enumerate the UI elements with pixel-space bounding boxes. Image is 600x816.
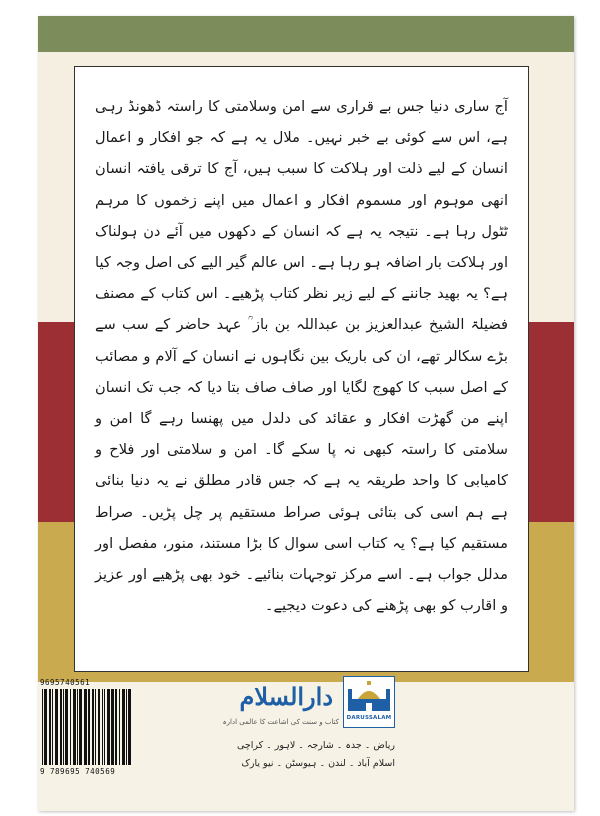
barcode-bar xyxy=(88,689,90,765)
publisher-cities-line-2: اسلام آباد ۔ لندن ۔ ہیوسٹن ۔ نیو یارک xyxy=(241,758,395,769)
blurb-paragraph: آج ساری دنیا جس بے قراری سے امن وسلامتی کا راستہ ڈھونڈ رہی ہے، اس سے کوئی بے خبر نہیں۔ ملال یہ ہے کہ جو افکار و اعمال انسان کے لیے ذلت اور ہلاکت کا سبب ہیں، آج کا ترقی یافتہ انسان انھی موہوم اور مسموم افکار و اعمال میں اپنے زخموں کا مرہم ٹٹول رہا ہے۔ نتیجہ یہ ہے کہ انسان کے دکھوں میں آئے دن ہولناک اور ہلاکت بار اضافہ ہو رہا ہے۔ اس عالم گیر الیے کی اصل وجہ کیا ہے؟ یہ بھید جاننے کے لیے زیر نظر کتاب پڑھیے۔ اس کتاب کے مصنف فضیلۃ الشیخ عبدالعزیز بن عبداللہ بن باز ؒ عہد حاضر کے سب سے بڑے سکالر تھے، ان کی باریک بین نگاہوں نے انسان کے آلام و مصائب کے اصل سبب کا کھوج لگایا اور صاف صاف بتا دیا کہ جب تک انسان اپنے من گھڑت افکار و عقائد کی دلدل میں پھنسا رہے گا امن و سلامتی کا راستہ کبھی نہ پا سکے گا۔ امن و سلامتی اور فلاح و کامیابی کا واحد طریقہ یہ ہے کہ جس قادر مطلق نے یہ دنیا بنائی ہے ہم اسی کی بتائی ہوئی صراط مستقیم پر چل پڑیں۔ صراط مستقیم کیا ہے؟ یہ کتاب اسی سوال کا بڑا مستند، منور، مفصل اور مدلل جواب ہے۔ اسے مرکز توجہات بنائیے۔ خود بھی پڑھیے اور عزیز و اقارب کو بھی پڑھنے کی دعوت دیجیے۔ xyxy=(95,98,508,615)
barcode-bar xyxy=(79,689,82,765)
mosque-logo-icon xyxy=(344,677,394,715)
top-green-band xyxy=(38,16,574,52)
isbn-bottom-text: 9 789695 740569 xyxy=(40,767,116,776)
barcode-bar xyxy=(49,689,51,765)
barcode-bar xyxy=(92,689,94,765)
publisher-name: دارالسلام xyxy=(239,682,333,711)
barcode-bar xyxy=(52,689,53,765)
barcode-bar xyxy=(128,689,131,765)
barcode-bar xyxy=(65,689,68,765)
logo-text: DARUSSALAM xyxy=(346,715,392,721)
barcode-bar xyxy=(119,689,120,765)
isbn-top-text: 9695740561 xyxy=(40,678,91,687)
barcode-bar xyxy=(63,689,64,765)
barcode-bar xyxy=(55,689,58,765)
barcode-bar xyxy=(70,689,71,765)
barcode-bar xyxy=(84,689,87,765)
barcode-bar xyxy=(44,689,47,765)
barcode-bar xyxy=(115,689,117,765)
barcode-bar xyxy=(42,689,43,765)
barcode-bar xyxy=(104,689,105,765)
barcode-bar xyxy=(102,689,103,765)
barcode-bar xyxy=(77,689,78,765)
barcode-block xyxy=(40,678,162,776)
barcode-bar xyxy=(60,689,62,765)
blurb-text-box xyxy=(74,66,529,672)
barcode-bar xyxy=(107,689,110,765)
publisher-tagline: کتاب و سنت کی اشاعت کا عالمی ادارہ xyxy=(222,718,339,726)
publisher-cities-line-1: ریاض ۔ جدہ ۔ شارجہ ۔ لاہور ۔ کراچی xyxy=(236,740,395,751)
barcode-icon xyxy=(40,689,162,765)
publisher-block xyxy=(215,676,395,786)
barcode-bar xyxy=(98,689,100,765)
publisher-logo xyxy=(343,676,395,728)
barcode-bar xyxy=(111,689,114,765)
barcode-bar xyxy=(73,689,76,765)
barcode-bar xyxy=(95,689,96,765)
barcode-bar xyxy=(122,689,125,765)
barcode-bar xyxy=(126,689,127,765)
